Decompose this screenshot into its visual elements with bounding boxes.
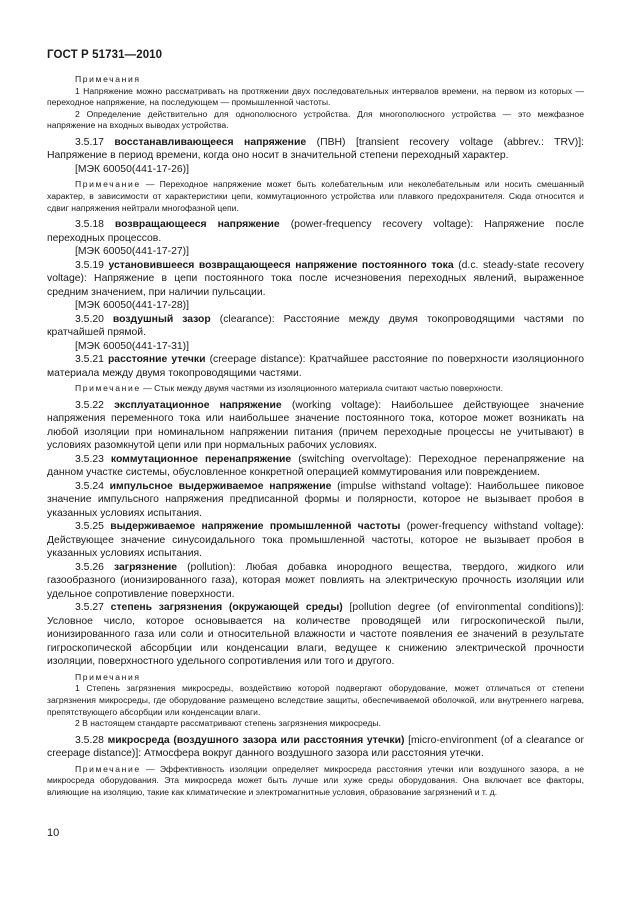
term-number: 3.5.24	[75, 480, 104, 492]
term-number: 3.5.28	[75, 734, 104, 746]
note-item: 2 В настоящем стандарте рассматривают степень загрязнения микросреды.	[75, 718, 381, 729]
note-item: 2 Определение действительно для однополюсного устройства. Для многополюсного устройства — это межфазное напряжение на входных выводах устройства.	[47, 108, 584, 131]
term-source: [МЭК 60050(441-17-31)]	[75, 340, 190, 352]
term-definition: (working voltage): Наибольшее действующее значение напряжения переменного тока или наибольшее значение постоянного тока, которое может возникать на любой изоляции при номинальном напряжении питания (причем переходные процессы не учитывают) в условиях разомкнутой цепи или при нормальных рабочих условиях.	[47, 399, 585, 452]
note-text: — Переходное напряжение может быть колебательным или неколебательным или носить смешанный характер, в зависимости от характеристики цепи, коммутационного устройства или плавкого предохранителя. Сюда относится и сдвиг напряжения нейтрали многофазной цепи.	[47, 179, 584, 213]
term-name: коммутационное перенапряжение	[110, 453, 292, 465]
document-body	[47, 74, 584, 799]
term-number: 3.5.17	[75, 136, 104, 148]
term-3-5-21	[47, 353, 584, 380]
term-number: 3.5.20	[75, 313, 104, 325]
term-number: 3.5.25	[75, 521, 104, 533]
notes-heading: Примечания	[75, 74, 141, 84]
note-item: 1 Напряжение можно рассматривать на протяжении двух последовательных интервалов времени, на первом из которых — переходное напряжение, на последующем — промышленной частоты.	[47, 85, 584, 108]
term-name: эксплуатационное напряжение	[114, 399, 282, 411]
term-definition: (d.c. steady-state recovery voltage): Напряжение в цепи постоянного тока после исчезновения переходных явлений, выраженное средним значением, при наличии пульсации.	[47, 259, 584, 298]
term-source: [МЭК 60050(441-17-28)]	[75, 300, 190, 312]
standard-header: ГОСТ Р 51731—2010	[47, 49, 163, 61]
term-number: 3.5.26	[75, 561, 104, 573]
term-note	[47, 179, 584, 214]
note-text: — Эффективность изоляции определяет микросреда расстояния утечки или воздушного зазора, а не микросреда оборудования. Эта микросреда может быть лучше или хуже среды оборудования. Она включает все факторы, влияющие на изоляцию, такие как климатические и электромагнитные условия, образование загрязнений и т. д.	[47, 763, 585, 797]
term-name: выдерживаемое напряжение промышленной частоты	[110, 521, 401, 533]
term-definition: (clearance): Расстояние между двумя токопроводящими частями по кратчайшей прямой.	[47, 313, 585, 339]
term-3-5-28	[47, 734, 584, 761]
term-name: воздушный зазор	[112, 313, 211, 325]
term-3-5-18	[47, 218, 584, 245]
term-3-5-17	[47, 136, 584, 163]
term-source: [МЭК 60050(441-17-26)]	[75, 163, 190, 175]
term-name: установившееся возвращающееся напряжение постоянного тока	[108, 259, 454, 271]
term-name: импульсное выдерживаемое напряжение	[109, 480, 332, 492]
term-number: 3.5.18	[75, 219, 104, 231]
note-label: Примечание	[75, 383, 141, 394]
term-name: возвращающееся напряжение	[114, 219, 280, 231]
term-number: 3.5.27	[75, 602, 104, 614]
notes-heading: Примечания	[75, 671, 141, 682]
term-definition: (power-frequency withstand voltage): Действующее значение синусоидального тока промышленной частоты, которое не вызывает пробоя в указанных условиях испытания.	[47, 521, 585, 560]
term-definition: (creepage distance): Кратчайшее расстояние по поверхности изоляционного материала между двумя токопроводящими частями.	[47, 354, 585, 379]
term-definition: [pollution degree (of environmental conditions)]: Условное число, которое основывается на количестве проводящей или гигроскопической пыли, ионизированного газа или соли и относительной влажности и частоте появления ее значений в результате гигроскопической абсорбции или конденсации влаги, ведущее к снижению электрической прочности изоляции, поверхностного удельного сопротивления или того и другого.	[47, 602, 584, 668]
term-definition: (power-frequency recovery voltage): Напряжение после переходных процессов.	[47, 219, 584, 244]
note-item: 1 Степень загрязнения микросреды, воздействию которой подвергают оборудование, может отличаться от степени загрязнения микросреды, где оборудование размещено вследствие защиты, обеспечиваемой оболочкой, или внутреннего нагрева, препятствующего абсорбции или конденсации влаги.	[47, 683, 584, 717]
term-number: 3.5.19	[75, 259, 104, 271]
term-definition: (pollution): Любая добавка инородного вещества, твердого, жидкого или газообразного (ионизированного газа), которая может повлиять на электрическую прочность изоляции или удельное сопротивление поверхности.	[47, 561, 584, 600]
term-3-5-24	[47, 480, 584, 521]
note-label: Примечание	[75, 179, 141, 190]
term-note	[47, 764, 584, 799]
term-3-5-27	[47, 601, 584, 669]
term-name: степень загрязнения (окружающей среды)	[110, 602, 343, 614]
term-3-5-25	[47, 520, 584, 561]
term-3-5-22	[47, 399, 584, 453]
term-name: восстанавливающееся напряжение	[114, 136, 307, 148]
term-3-5-23	[47, 453, 584, 480]
term-definition: [micro-environment (of a clearance or creepage distance)]: Атмосфера вокруг данного воздушного зазора или расстояния утечки.	[47, 734, 585, 760]
term-note	[47, 383, 584, 395]
term-3-5-19	[47, 259, 584, 300]
term-definition: (switching overvoltage): Переходное перенапряжение на данном участке системы, обусловленное конкретной операцией коммутирования или повреждением.	[47, 453, 584, 479]
page-number: 10	[47, 827, 60, 839]
term-name: микросреда (воздушного зазора или расстояния утечки)	[107, 734, 405, 746]
term-3-5-26	[47, 561, 584, 602]
note-label: Примечание	[75, 763, 141, 774]
term-name: загрязнение	[113, 561, 178, 573]
term-3-5-20	[47, 313, 584, 340]
term-name: расстояние утечки	[107, 354, 206, 366]
term-number: 3.5.23	[75, 453, 104, 465]
note-text: — Стык между двумя частями из изоляционного материала считают частью поверхности.	[143, 383, 504, 394]
term-number: 3.5.21	[75, 354, 104, 366]
term-definition: (ПВН) [transient recovery voltage (abbrev.: TRV)]: Напряжение в период времени, когда оно носит в значительной степени переходный характер.	[47, 136, 585, 162]
term-number: 3.5.22	[75, 399, 104, 411]
term-source: [МЭК 60050(441-17-27)]	[75, 246, 190, 258]
term-definition: (impulse withstand voltage): Наибольшее пиковое значение импульсного напряжения предписанной формы и полярности, которое не вызывает пробоя в указанных условиях испытания.	[47, 480, 585, 519]
